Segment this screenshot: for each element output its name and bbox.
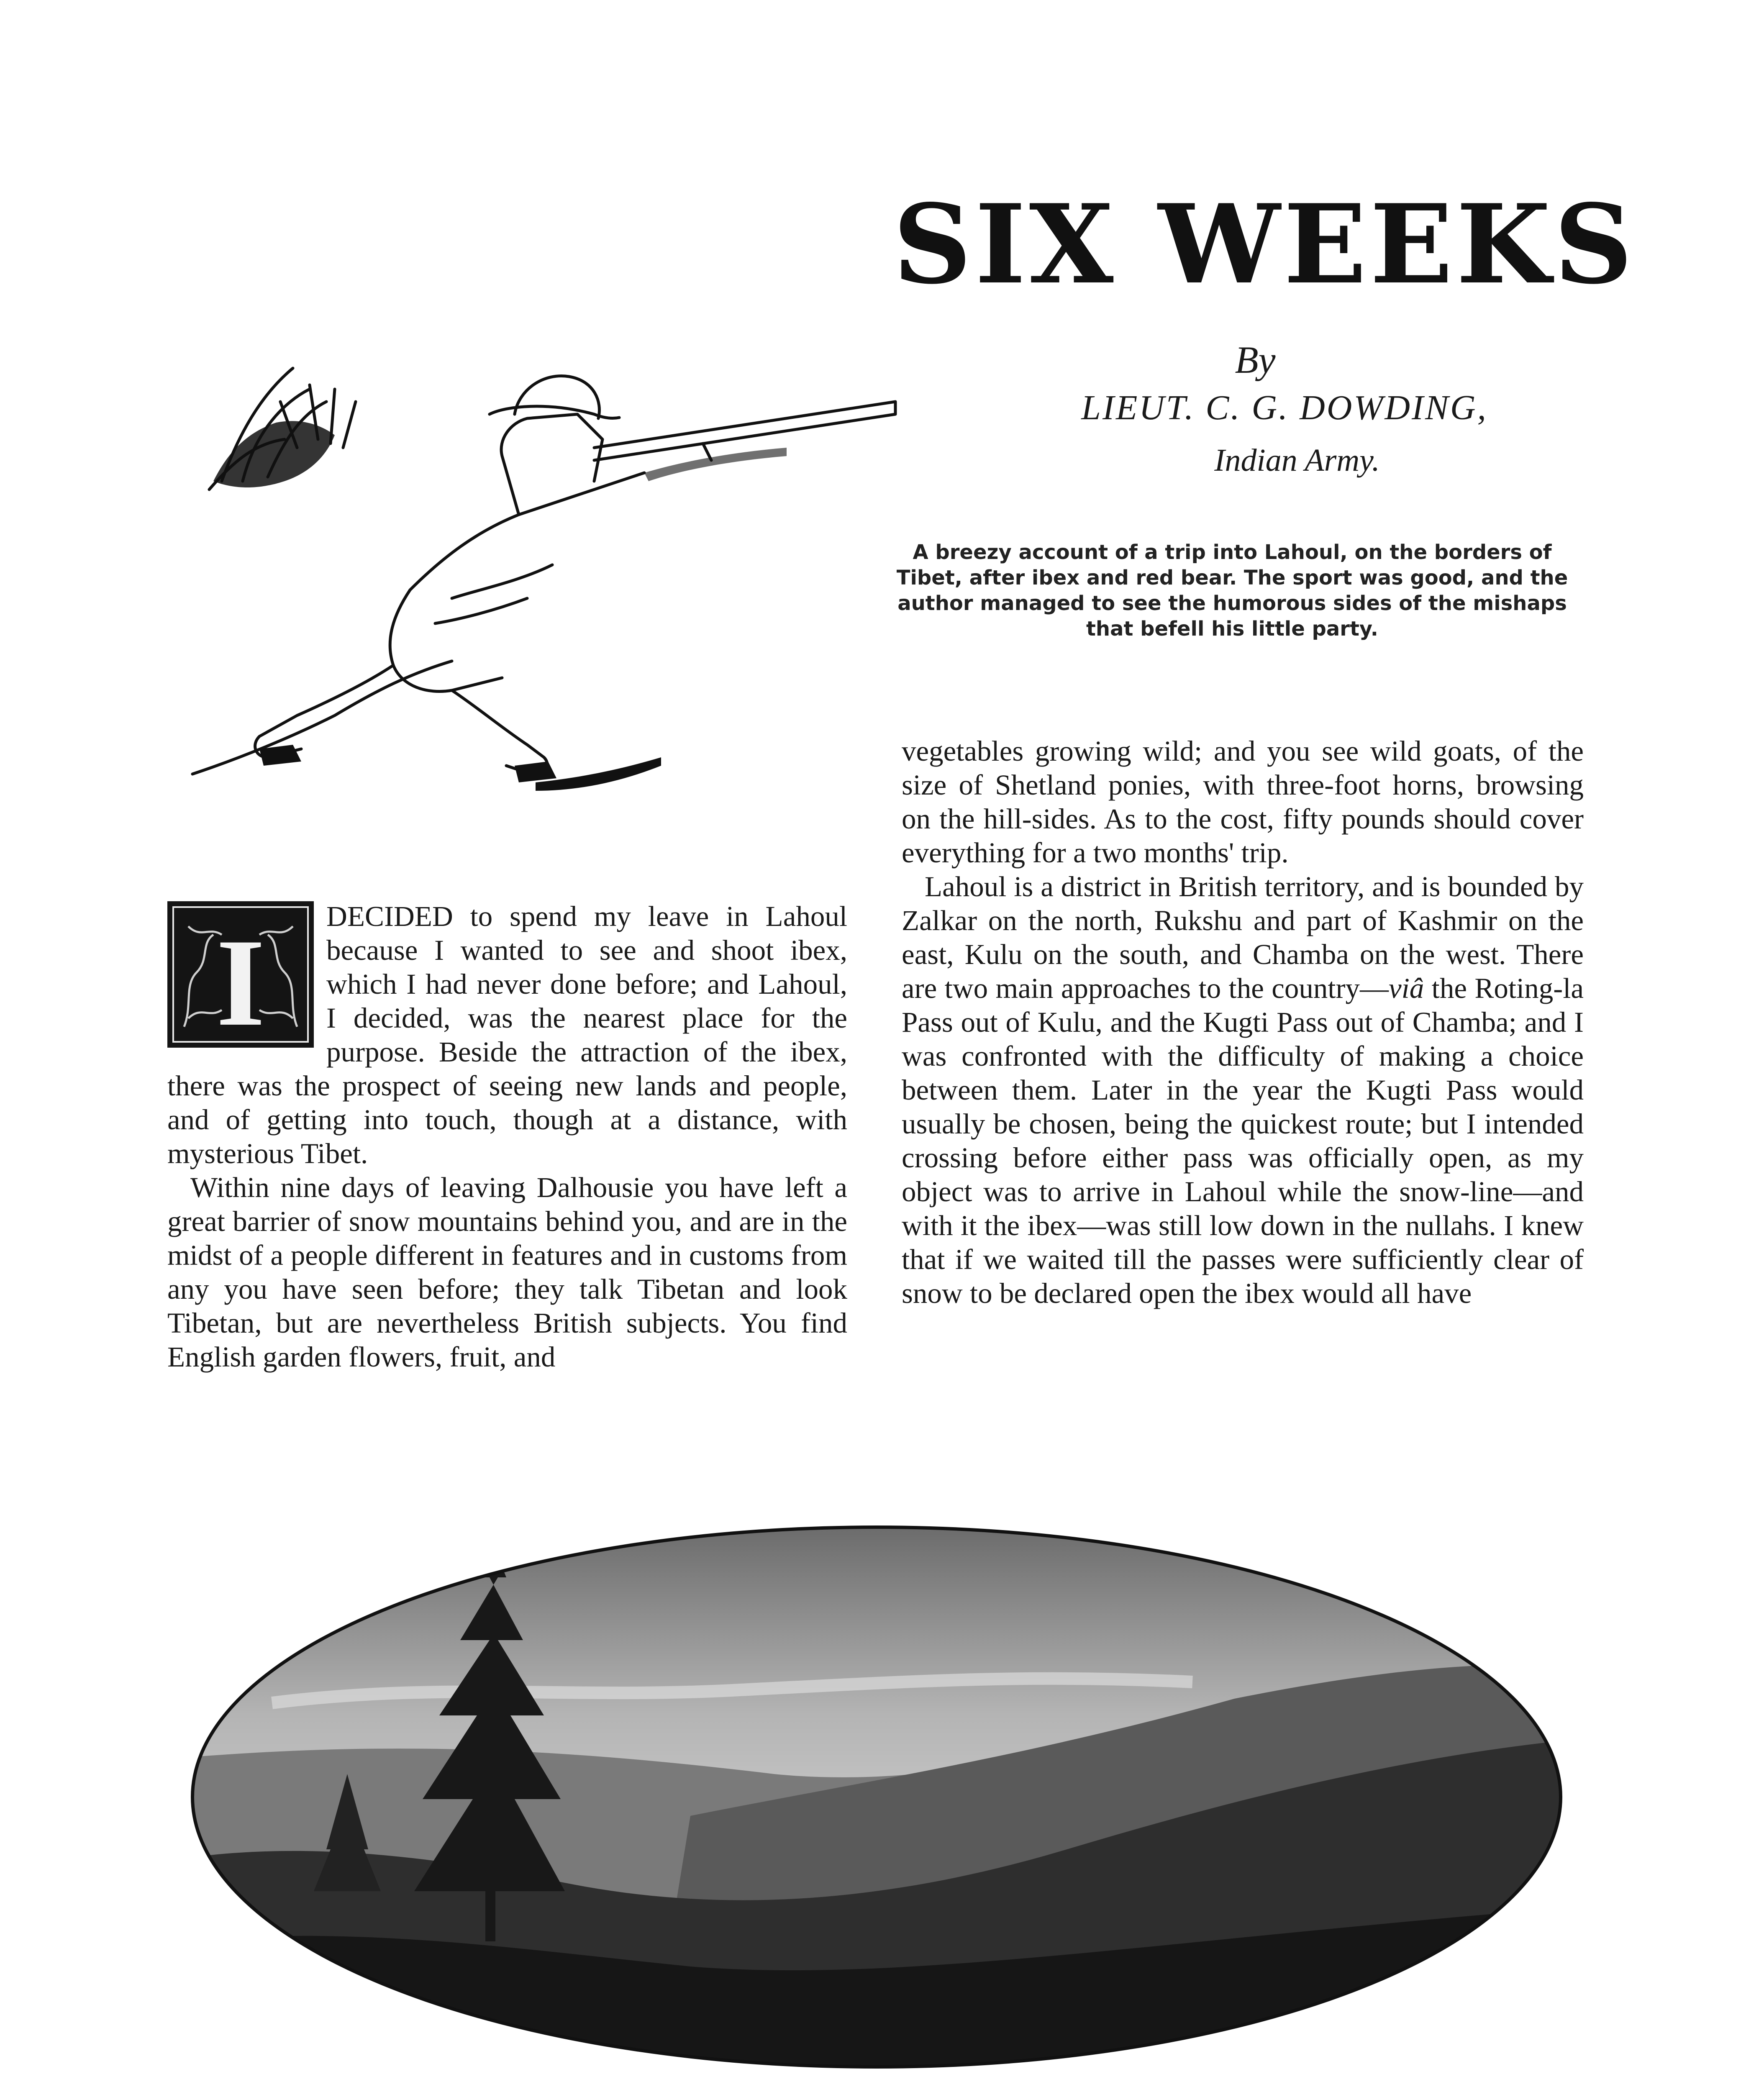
himalaya-photo — [188, 1523, 1565, 2071]
article-standfirst: A breezy account of a trip into Lahoul, on the borders of Tibet, after ibex and red bear. The sport was good, and the author managed to see the humorous sides of the mishaps that befell his little party. — [896, 541, 1568, 641]
article-title: SIX WEEKS — [893, 181, 1636, 308]
paragraph-4-start: Lahoul is a district in British territory, and is bounded by Zalkar on the north, Rukshu and part of Kashmir on the east, Kulu on the south, and Chamba on the west. There are two main approaches to the country— — [902, 871, 1584, 1004]
paragraph-3: vegetables growing wild; and you see wild goats, of the size of Shetland ponies, with three-foot horns, browsing on the hill-sides. As to the cost, fifty pounds should cover everything for a two months' trip. — [902, 735, 1584, 869]
author-affiliation: Indian Army. — [1214, 443, 1380, 478]
byline-by: By — [1235, 338, 1276, 381]
paragraph-4-via: viâ — [1389, 972, 1424, 1004]
paragraph-4-end: the Roting-la Pass out of Kulu, and the Kugti Pass out of Chamba; and I was confronted with the difficulty of making a choice between them. Later in the year the Kugti Pass would usually be chosen, being the quickest route; but I intended crossing before either pass was officially open, as my object was to arrive in Lahoul while the snow-line—and with it the ibex—was still low down in the nullahs. I knew that if we waited till the passes were sufficiently clear of snow to be declared open the ibex would all have — [902, 972, 1584, 1309]
ornamental-drop-cap — [167, 901, 314, 1048]
paragraph-1: DECIDED to spend my leave in Lahoul because I wanted to see and shoot ibex, which I had never done before; and Lahoul, I decided, was the nearest place for the purpose. Beside the attraction of the ibex, there was the prospect of seeing new lands and people, and of getting into touch, though at a distance, with mysterious Tibet. — [167, 900, 847, 1169]
drop-cap-letter: I — [216, 913, 265, 1048]
article-column-right — [902, 734, 1584, 1456]
article-column-left — [167, 900, 847, 1456]
paragraph-4 — [902, 870, 1584, 1310]
rifleman-illustration — [159, 264, 925, 816]
paragraph-2: Within nine days of leaving Dalhousie you have left a great barrier of snow mountains behind you, and are in the midst of a people different in features and in customs from any you have seen before; they talk Tibetan and look Tibetan, but are nevertheless British subjects. You find English garden flowers, fruit, and — [167, 1172, 847, 1373]
author-name: LIEUT. C. G. DOWDING, — [1081, 388, 1488, 427]
